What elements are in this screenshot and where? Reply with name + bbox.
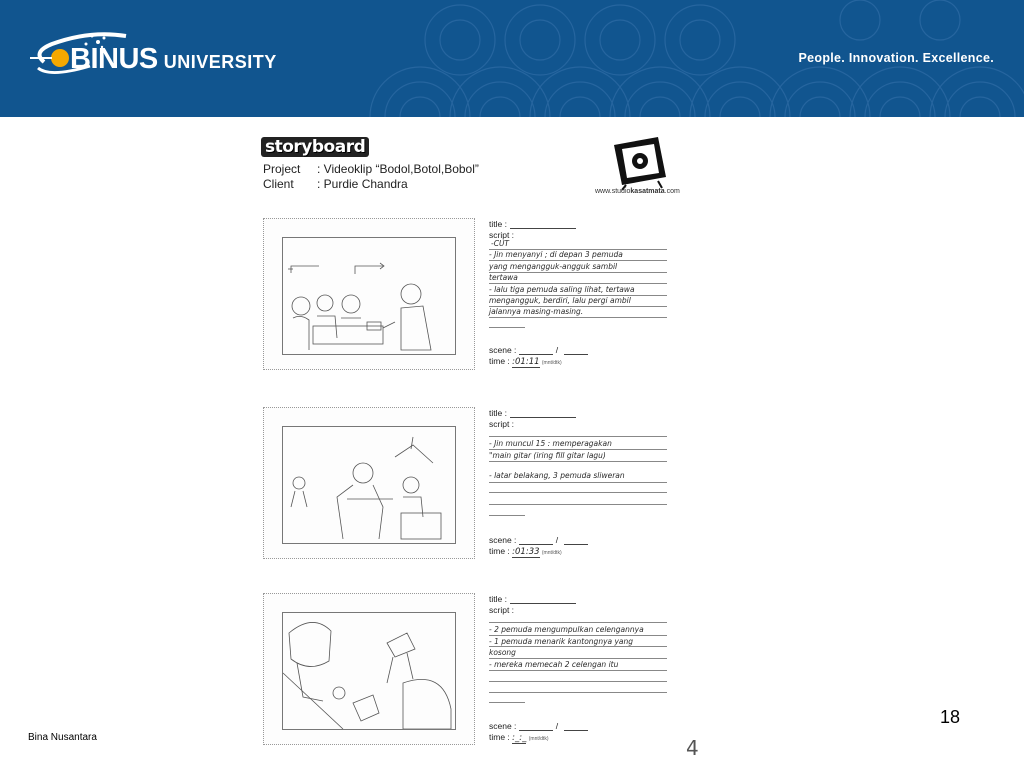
panel-3-script-line: - mereka memecah 2 celengan itu [489, 660, 619, 669]
panel-2-script-line: - Jin muncul 15 : memperagakan [489, 439, 612, 448]
panel-2-time-value: :01:33 [512, 547, 540, 557]
rule [489, 692, 667, 693]
storyboard-heading: storyboard [261, 137, 369, 157]
panel-2-script-label: script : [489, 419, 515, 429]
rule [489, 327, 525, 328]
panel-2-scene-label: scene : [489, 535, 517, 545]
rule [489, 681, 667, 682]
panel-1-script-line: yang mengangguk-angguk sambil [489, 262, 618, 271]
project-value: : Videoklip “Bodol,Botol,Bobol” [317, 162, 479, 176]
rule [489, 272, 667, 273]
rule [489, 492, 667, 493]
rule [489, 622, 667, 623]
panel-sketch-2 [282, 426, 456, 544]
handwritten-page-number: 4 [686, 736, 699, 760]
header-banner [0, 0, 1024, 117]
project-label: Project [263, 162, 301, 176]
panel-3-time-label: time : [489, 732, 510, 742]
panel-3-script-label: script : [489, 605, 515, 615]
rule [489, 260, 667, 261]
sketch-drawing-2 [283, 427, 455, 543]
rule [489, 317, 667, 318]
storyboard-panel-2 [263, 407, 475, 559]
rule [489, 249, 667, 250]
client-label: Client [263, 177, 294, 191]
panel-2-script-line: "main gitar (iring fill gitar lagu) [489, 451, 606, 460]
panel-1-time-label: time : [489, 356, 510, 366]
rule [489, 515, 525, 516]
panel-1-title-field [489, 219, 576, 229]
panel-sketch-3 [282, 612, 456, 730]
panel-3-scene-field: scene : / [489, 721, 588, 731]
footer-text: Bina Nusantara [28, 732, 97, 743]
panel-1-script-line: tertawa [489, 273, 518, 282]
rule [489, 449, 667, 450]
studio-tv-logo-icon [610, 135, 670, 191]
storyboard-panel-1 [263, 218, 475, 370]
client-value: : Purdie Chandra [317, 177, 408, 191]
logo-binus-text: BINUS [70, 43, 158, 75]
rule [489, 646, 667, 647]
panel-1-script-line: - Jin menyanyi ; di depan 3 pemuda [489, 250, 623, 259]
panel-1-time-unit: (mnt/dtk) [541, 360, 562, 366]
panel-1-script-line: jalannya masing-masing. [489, 307, 584, 316]
rule [489, 702, 525, 703]
rule [489, 283, 667, 284]
rule [489, 436, 667, 437]
page-number: 18 [940, 707, 961, 727]
sketch-drawing-3 [283, 613, 455, 729]
panel-3-time-field [489, 732, 549, 743]
rule [489, 658, 667, 659]
panel-3-time-unit: (mnt/dtk) [528, 736, 549, 742]
storyboard-sheet [255, 125, 725, 765]
panel-1-time-value: :01:11 [512, 357, 540, 367]
panel-1-scene-label: scene : [489, 345, 517, 355]
studio-url [595, 188, 680, 195]
client-line [263, 177, 408, 191]
studio-url-bold: kasatmata [630, 188, 665, 195]
panel-2-title-field [489, 408, 576, 418]
rule [489, 635, 667, 636]
panel-3-script-line: kosong [489, 648, 516, 657]
storyboard-panel-3 [263, 593, 475, 745]
rule [489, 504, 667, 505]
rule [489, 670, 667, 671]
panel-1-script-line: - lalu tiga pemuda saling lihat, tertawa [489, 285, 635, 294]
project-line [263, 162, 479, 176]
rule [489, 306, 667, 307]
panel-3-title-label: title : [489, 594, 507, 604]
panel-1-script-line: mengangguk, berdiri, lalu pergi ambil [489, 296, 631, 305]
panel-2-time-unit: (mnt/dtk) [541, 550, 562, 556]
panel-3-script-line: - 1 pemuda menarik kantongnya yang [489, 637, 634, 646]
panel-1-script-line: -CUT [491, 239, 510, 248]
panel-2-script-line: - latar belakang, 3 pemuda sliweran [489, 471, 625, 480]
panel-1-time-field [489, 356, 562, 367]
binus-logo[interactable] [30, 22, 300, 102]
studio-url-post: .com [664, 188, 680, 195]
panel-1-script-label: script : [489, 230, 515, 240]
panel-sketch-1 [282, 237, 456, 355]
panel-2-time-field [489, 546, 562, 557]
panel-2-scene-field: scene : / [489, 535, 588, 545]
panel-3-title-field [489, 594, 576, 604]
rule [489, 482, 667, 483]
studio-url-pre: www.studio [595, 188, 631, 195]
panel-2-time-label: time : [489, 546, 510, 556]
panel-3-scene-label: scene : [489, 721, 517, 731]
rule [489, 295, 667, 296]
panel-3-time-value: :_:_ [512, 733, 527, 743]
panel-1-title-label: title : [489, 219, 507, 229]
panel-1-scene-field: scene : / [489, 345, 588, 355]
tagline: People. Innovation. Excellence. [798, 51, 994, 65]
rule [489, 461, 667, 462]
panel-3-script-line: - 2 pemuda mengumpulkan celengannya [489, 625, 644, 634]
panel-2-title-label: title : [489, 408, 507, 418]
logo-university-text: UNIVERSITY [163, 52, 277, 72]
sketch-drawing-1 [283, 238, 455, 354]
